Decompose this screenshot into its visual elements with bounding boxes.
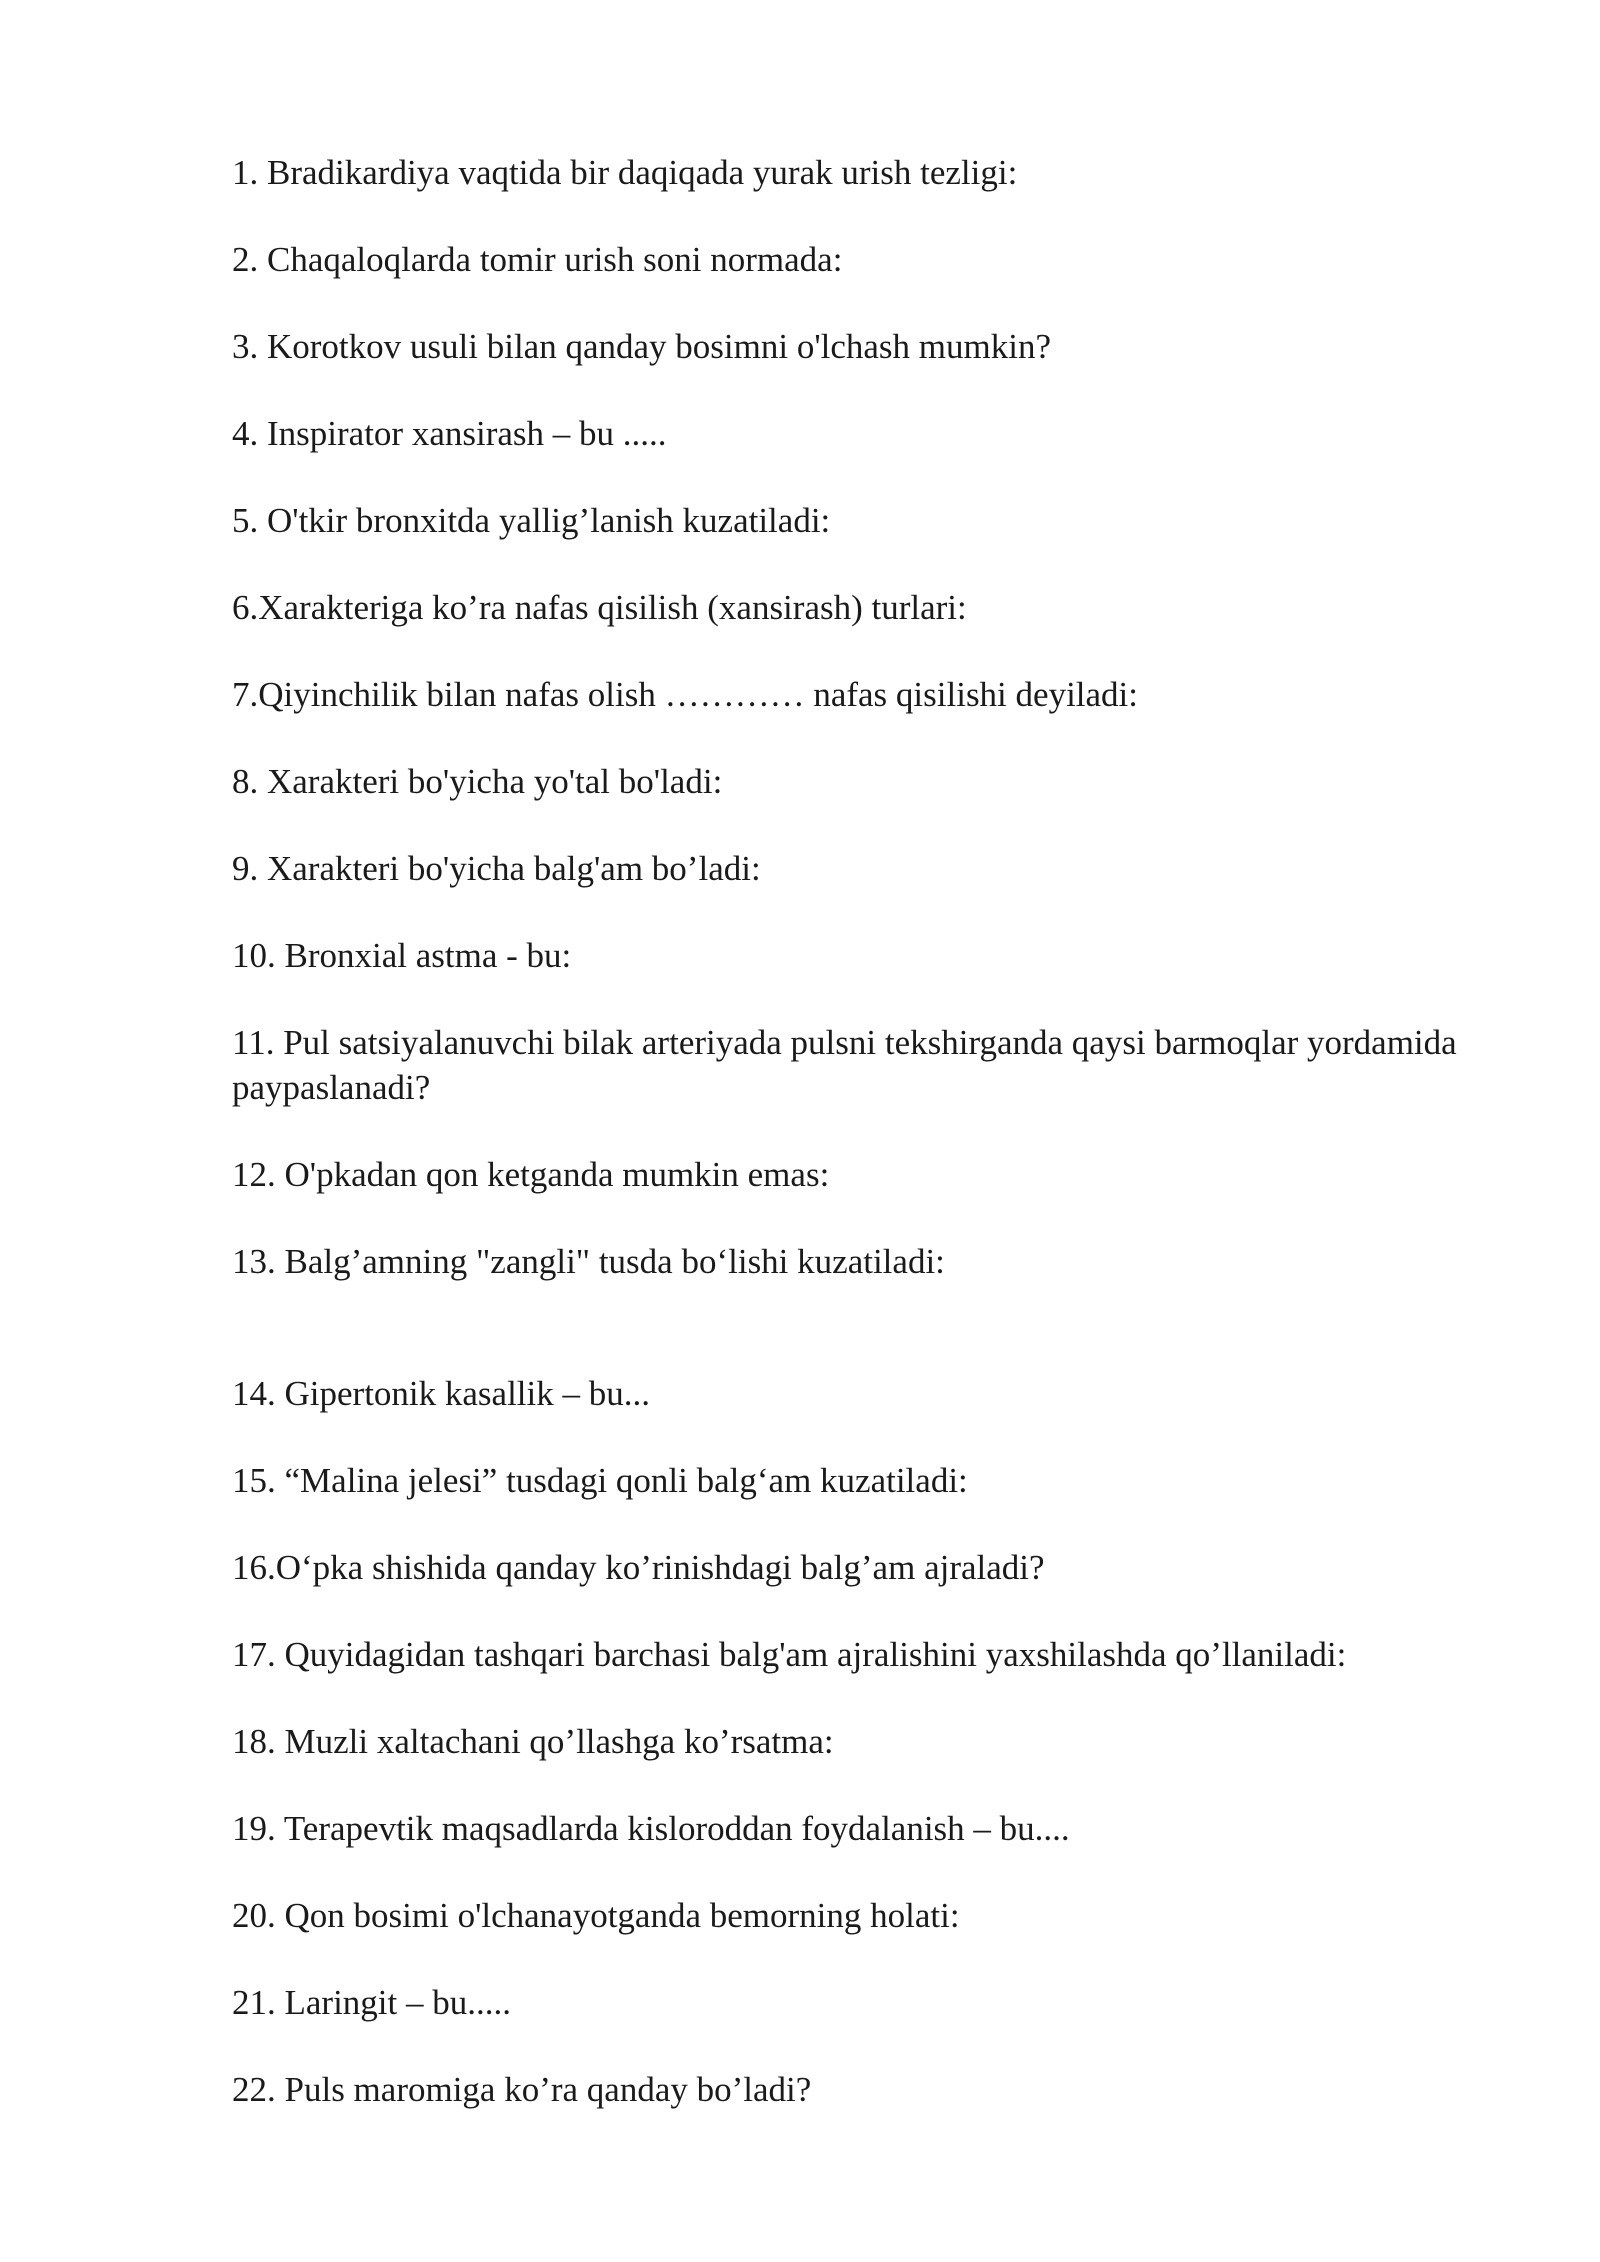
question-8: 8. Xarakteri bo'yicha yo'tal bo'ladi: — [232, 762, 723, 801]
question-9: 9. Xarakteri bo'yicha balg'am bo’ladi: — [232, 849, 761, 888]
question-6: 6.Xarakteriga ko’ra nafas qisilish (xansirash) turlari: — [232, 588, 967, 627]
question-2: 2. Chaqaloqlarda tomir urish soni normada: — [232, 240, 843, 279]
question-17: 17. Quyidagidan tashqari barchasi balg'am ajralishini yaxshilashda qo’llaniladi: — [232, 1635, 1347, 1674]
question-1: 1. Bradikardiya vaqtida bir daqiqada yurak urish tezligi: — [232, 153, 1018, 192]
question-5: 5. O'tkir bronxitda yallig’lanish kuzatiladi: — [232, 501, 831, 540]
question-14: 14. Gipertonik kasallik – bu... — [232, 1374, 651, 1413]
question-list — [232, 150, 1482, 2154]
question-16: 16.O‘pka shishida qanday ko’rinishdagi balg’am ajraladi? — [232, 1548, 1045, 1587]
question-11: 11. Pul satsiyalanuvchi bilak arteriyada pulsni tekshirganda qaysi barmoqlar yordamida paypaslanadi? — [232, 1023, 1457, 1107]
question-19: 19. Terapevtik maqsadlarda kisloroddan foydalanish – bu.... — [232, 1809, 1070, 1848]
question-22: 22. Puls maromiga ko’ra qanday bo’ladi? — [232, 2070, 812, 2109]
question-18: 18. Muzli xaltachani qo’llashga ko’rsatma: — [232, 1722, 834, 1761]
question-20: 20. Qon bosimi o'lchanayotganda bemorning holati: — [232, 1896, 960, 1935]
question-12: 12. O'pkadan qon ketganda mumkin emas: — [232, 1155, 830, 1194]
question-21: 21. Laringit – bu..... — [232, 1983, 511, 2022]
question-15: 15. “Malina jelesi” tusdagi qonli balg‘am kuzatiladi: — [232, 1461, 968, 1500]
question-13: 13. Balg’amning "zangli" tusda bo‘lishi kuzatiladi: — [232, 1242, 945, 1281]
question-7: 7.Qiyinchilik bilan nafas olish ………… nafas qisilishi deyiladi: — [232, 675, 1139, 714]
question-3: 3. Korotkov usuli bilan qanday bosimni o'lchash mumkin? — [232, 327, 1051, 366]
question-10: 10. Bronxial astma - bu: — [232, 936, 572, 975]
question-4: 4. Inspirator xansirash – bu ..... — [232, 414, 667, 453]
